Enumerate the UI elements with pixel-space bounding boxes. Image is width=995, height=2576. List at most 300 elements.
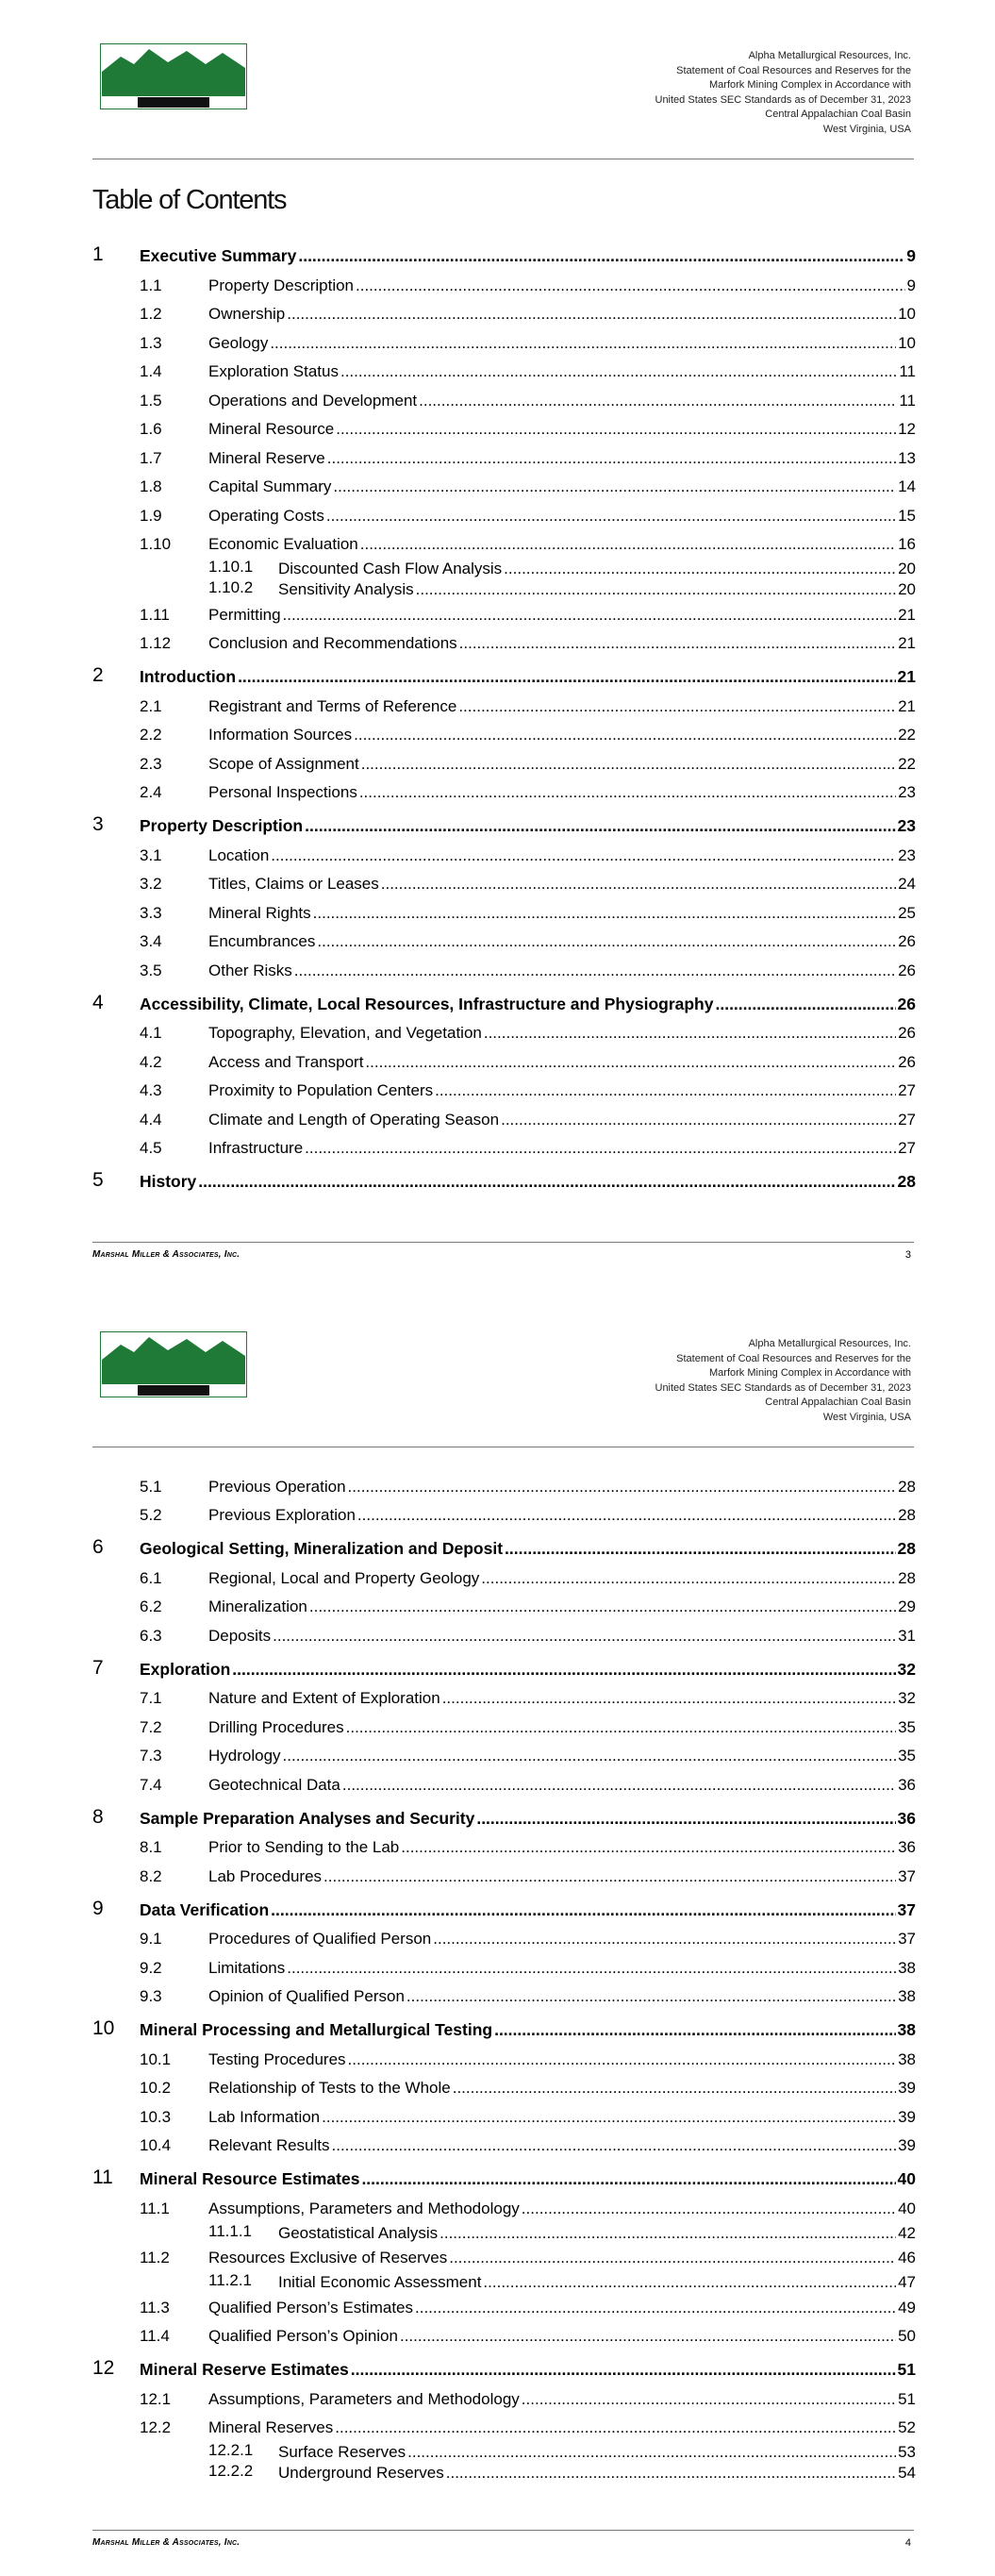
toc-entry-number: 8 — [92, 1805, 104, 1828]
toc-entry-line — [140, 246, 916, 272]
dot-leader — [346, 1718, 896, 1737]
toc-entry[interactable] — [92, 630, 916, 660]
toc-entry[interactable] — [92, 1622, 916, 1651]
toc-entry[interactable] — [92, 474, 916, 503]
toc-entry[interactable] — [92, 2046, 916, 2075]
toc-entry-line — [208, 634, 916, 659]
toc-entry[interactable] — [92, 2464, 916, 2484]
toc-entry[interactable] — [92, 1800, 916, 1834]
toc-entry-page: 9 — [906, 276, 916, 294]
footer-company: Marshal Miller & Associates, Inc. — [92, 1249, 240, 1260]
dot-leader — [407, 2443, 896, 2462]
toc-entry[interactable] — [92, 722, 916, 751]
toc-entry-label: Resources Exclusive of Reserves — [208, 2249, 448, 2267]
toc-entry-number: 1.5 — [140, 391, 162, 410]
toc-entry-label: Previous Operation — [208, 1477, 346, 1496]
toc-entry-line — [208, 276, 916, 301]
toc-entry[interactable] — [92, 2161, 916, 2195]
toc-entry-line — [208, 2327, 916, 2351]
toc-entry-label: Economic Evaluation — [208, 535, 358, 553]
toc-entry[interactable] — [92, 444, 916, 474]
toc-entry-label: Regional, Local and Property Geology — [208, 1568, 480, 1587]
toc-entry[interactable] — [92, 2245, 916, 2274]
dot-leader — [336, 420, 896, 439]
toc-entry[interactable] — [92, 957, 916, 986]
footer-company: Marshal Miller & Associates, Inc. — [92, 2537, 240, 2548]
toc-entry-number: 9.3 — [140, 1987, 162, 2005]
document-page — [0, 1288, 995, 2576]
toc-entry[interactable] — [92, 1078, 916, 1107]
toc-entry-label: Lab Information — [208, 2107, 321, 2126]
toc-entry-line — [208, 2200, 916, 2224]
toc-entry[interactable] — [92, 1954, 916, 1983]
toc-entry[interactable] — [92, 1135, 916, 1164]
dot-leader — [446, 2464, 896, 2483]
toc-entry-page: 23 — [898, 845, 916, 864]
toc-entry[interactable] — [92, 359, 916, 388]
dot-leader — [342, 1776, 896, 1795]
toc-entry-page: 39 — [898, 2136, 916, 2154]
toc-entry-number: 2.1 — [140, 696, 162, 715]
toc-entry-number: 2.3 — [140, 754, 162, 773]
toc-entry-number: 1.1 — [140, 276, 162, 294]
toc-entry-number: 7.4 — [140, 1775, 162, 1794]
toc-entry-label: Registrant and Terms of Reference — [208, 696, 457, 715]
toc-entry-number: 12 — [92, 2357, 115, 2379]
toc-entry-line — [278, 2443, 916, 2464]
toc-entry[interactable] — [92, 659, 916, 693]
toc-entry[interactable] — [92, 1714, 916, 1743]
toc-entry[interactable] — [92, 2294, 916, 2323]
toc-entry[interactable] — [92, 928, 916, 958]
toc-entry-label: Relationship of Tests to the Whole — [208, 2079, 451, 2097]
toc-entry-line — [208, 305, 916, 329]
toc-entry-label: Other Risks — [208, 961, 292, 979]
toc-entry-label: Prior to Sending to the Lab — [208, 1838, 400, 1856]
dot-leader — [309, 1597, 896, 1616]
toc-entry-number: 9.2 — [140, 1958, 162, 1977]
toc-entry-number: 11.1.1 — [208, 2221, 253, 2240]
toc-entry[interactable] — [92, 1863, 916, 1892]
toc-entry-label: Data Verification — [140, 1899, 270, 1919]
toc-entry-page: 28 — [898, 1506, 916, 1524]
toc-entry-page: 15 — [898, 506, 916, 525]
dot-leader — [415, 2299, 896, 2317]
toc-entry[interactable] — [92, 387, 916, 416]
page-number: 4 — [904, 2537, 911, 2549]
toc-entry-label: Encumbrances — [208, 932, 316, 950]
toc-entry-label: Topography, Elevation, and Vegetation — [208, 1024, 482, 1042]
toc-entry[interactable] — [92, 2103, 916, 2133]
toc-entry-label: Previous Exploration — [208, 1506, 356, 1524]
toc-entry[interactable] — [92, 2443, 916, 2464]
toc-entry[interactable] — [92, 2012, 916, 2046]
toc-entry-number: 1.3 — [140, 333, 162, 352]
toc-entry-page: 26 — [898, 961, 916, 979]
toc-entry-number: 4.3 — [140, 1081, 162, 1099]
toc-entry-label: Sensitivity Analysis — [278, 580, 414, 598]
toc-entry[interactable] — [92, 1163, 916, 1197]
toc-entry-number: 1.11 — [140, 605, 170, 624]
toc-entry[interactable] — [92, 1594, 916, 1623]
toc-entry-line — [208, 904, 916, 928]
toc-entry-page: 28 — [897, 1172, 916, 1191]
toc-entry-line — [208, 1930, 916, 1954]
toc-entry-page: 28 — [898, 1568, 916, 1587]
toc-entry-number: 10.3 — [140, 2107, 172, 2126]
toc-entry-line — [208, 1838, 916, 1863]
toc-entry[interactable] — [92, 560, 916, 580]
toc-entry-page: 36 — [897, 1808, 916, 1828]
dot-leader — [458, 697, 896, 716]
toc-entry-label: Qualified Person’s Opinion — [208, 2327, 398, 2345]
toc-entry-line — [140, 995, 916, 1020]
toc-entry-line — [208, 507, 916, 531]
toc-entry[interactable] — [92, 2221, 916, 2245]
header-line: United States SEC Standards as of December 31, 2023 — [655, 1381, 911, 1394]
dot-leader — [348, 1478, 897, 1497]
toc-entry-number: 12.2.1 — [208, 2441, 254, 2459]
toc-entry-number: 4 — [92, 991, 104, 1013]
toc-entry-page: 21 — [898, 696, 916, 715]
toc-entry[interactable] — [92, 808, 916, 842]
dot-leader — [484, 1024, 896, 1043]
dot-leader — [476, 1809, 895, 1829]
toc-entry-label: Drilling Procedures — [208, 1717, 344, 1736]
toc-entry-line — [208, 535, 916, 560]
toc-entry-page: 38 — [897, 2020, 916, 2039]
toc-entry-label: Executive Summary — [140, 246, 297, 265]
toc-entry[interactable] — [92, 2351, 916, 2385]
dot-leader — [323, 1867, 896, 1886]
toc-entry[interactable] — [92, 1651, 916, 1685]
toc-entry[interactable] — [92, 238, 916, 272]
toc-entry-line — [208, 1478, 916, 1502]
toc-entry[interactable] — [92, 1834, 916, 1864]
toc-entry-label: Mineral Rights — [208, 903, 311, 922]
toc-entry-line — [208, 962, 916, 986]
toc-entry-number: 7 — [92, 1656, 104, 1679]
toc-entry-page: 38 — [898, 1958, 916, 1977]
dot-leader — [442, 1689, 896, 1708]
toc-list — [92, 1473, 916, 2484]
toc-entry-page: 10 — [898, 333, 916, 352]
toc-entry-number: 7.3 — [140, 1747, 162, 1765]
toc-entry-page: 35 — [898, 1747, 916, 1765]
dot-leader — [326, 507, 896, 526]
toc-entry-label: Opinion of Qualified Person — [208, 1987, 405, 2005]
toc-entry-number: 12.2 — [140, 2418, 172, 2436]
company-logo — [100, 43, 247, 109]
dot-leader — [322, 2108, 896, 2127]
toc-entry-page: 20 — [898, 560, 916, 577]
dot-leader — [356, 276, 905, 295]
toc-entry-page: 38 — [898, 1987, 916, 2005]
toc-entry-number: 11.4 — [140, 2327, 170, 2345]
toc-list — [92, 238, 916, 1197]
toc-entry-number: 10.4 — [140, 2136, 172, 2154]
toc-entry-line — [208, 1718, 916, 1743]
toc-entry-line — [208, 1776, 916, 1800]
dot-leader — [439, 2224, 896, 2243]
toc-entry[interactable] — [92, 502, 916, 531]
toc-entry-page: 23 — [897, 816, 916, 835]
toc-entry-page: 49 — [898, 2298, 916, 2317]
toc-entry-line — [208, 334, 916, 359]
toc-entry-number: 3 — [92, 813, 104, 835]
toc-entry-page: 14 — [898, 477, 916, 495]
toc-entry-number: 1.7 — [140, 448, 162, 467]
toc-entry-number: 3.2 — [140, 875, 162, 893]
dot-leader — [522, 2390, 896, 2409]
toc-entry[interactable] — [92, 1743, 916, 1772]
toc-entry[interactable] — [92, 272, 916, 301]
toc-entry-label: Introduction — [140, 667, 237, 686]
toc-entry-label: Mineral Resource Estimates — [140, 2169, 360, 2188]
toc-entry-line — [278, 2273, 916, 2294]
toc-entry[interactable] — [92, 2075, 916, 2104]
toc-entry[interactable] — [92, 871, 916, 900]
toc-entry[interactable] — [92, 1531, 916, 1564]
toc-entry-page: 21 — [898, 605, 916, 624]
toc-entry-page: 25 — [898, 903, 916, 922]
dot-leader — [522, 2200, 896, 2218]
dot-leader — [361, 755, 896, 774]
dot-leader — [287, 1959, 896, 1978]
toc-entry-number: 3.4 — [140, 932, 162, 950]
toc-entry-line — [208, 2299, 916, 2323]
toc-entry[interactable] — [92, 601, 916, 630]
toc-entry-label: Discounted Cash Flow Analysis — [278, 560, 503, 577]
toc-entry[interactable] — [92, 2385, 916, 2415]
dot-leader — [273, 1627, 896, 1646]
toc-entry[interactable] — [92, 1685, 916, 1715]
toc-entry-page: 20 — [898, 580, 916, 598]
toc-entry-number: 11.2 — [140, 2249, 170, 2267]
dot-leader — [381, 875, 896, 894]
dot-leader — [483, 2273, 896, 2292]
toc-entry[interactable] — [92, 750, 916, 779]
toc-entry-label: Conclusion and Recommendations — [208, 634, 457, 652]
toc-entry[interactable] — [92, 1106, 916, 1135]
toc-entry-page: 36 — [898, 1775, 916, 1794]
toc-entry[interactable] — [92, 986, 916, 1020]
toc-entry[interactable] — [92, 301, 916, 330]
toc-entry[interactable] — [92, 1771, 916, 1800]
dot-leader — [348, 2050, 897, 2069]
toc-entry-page: 42 — [898, 2223, 916, 2242]
toc-entry-page: 26 — [898, 932, 916, 950]
toc-entry-label: Information Sources — [208, 726, 353, 744]
toc-entry-page: 38 — [898, 2049, 916, 2068]
toc-entry-label: Location — [208, 845, 270, 864]
toc-entry[interactable] — [92, 2195, 916, 2224]
toc-entry-line — [208, 1024, 916, 1048]
toc-entry-label: Ownership — [208, 305, 286, 323]
toc-entry[interactable] — [92, 693, 916, 722]
toc-entry-page: 27 — [898, 1081, 916, 1099]
toc-entry[interactable] — [92, 2323, 916, 2352]
toc-entry-line — [140, 1809, 916, 1834]
dot-leader — [435, 1081, 896, 1100]
toc-entry-line — [278, 560, 916, 580]
toc-entry-line — [140, 2020, 916, 2046]
dot-leader — [335, 2418, 896, 2437]
toc-entry-line — [208, 2249, 916, 2273]
toc-entry-number: 11.1 — [140, 2199, 170, 2217]
toc-entry[interactable] — [92, 580, 916, 601]
toc-entry-line — [208, 875, 916, 899]
header-line: Alpha Metallurgical Resources, Inc. — [748, 50, 911, 61]
toc-entry[interactable] — [92, 2415, 916, 2444]
toc-entry[interactable] — [92, 531, 916, 560]
toc-entry-page: 24 — [898, 875, 916, 893]
toc-entry-page: 37 — [897, 1899, 916, 1919]
toc-entry[interactable] — [92, 1892, 916, 1926]
toc-entry-page: 51 — [897, 2360, 916, 2379]
toc-entry-number: 6.2 — [140, 1597, 162, 1615]
toc-entry-line — [208, 2108, 916, 2133]
toc-entry-page: 28 — [898, 1477, 916, 1496]
toc-entry-line — [208, 846, 916, 871]
toc-entry-number: 5 — [92, 1169, 104, 1191]
footer-divider — [92, 1242, 914, 1243]
toc-entry-number: 10 — [92, 2017, 115, 2039]
toc-entry-page: 32 — [897, 1659, 916, 1679]
toc-entry-page: 35 — [898, 1717, 916, 1736]
toc-entry-line — [208, 1111, 916, 1135]
toc-entry[interactable] — [92, 1473, 916, 1502]
dot-leader — [406, 1987, 896, 2006]
toc-entry[interactable] — [92, 2273, 916, 2294]
toc-entry-label: Hydrology — [208, 1747, 281, 1765]
toc-entry-label: Accessibility, Climate, Local Resources, Infrastructure and Physiography — [140, 994, 714, 1013]
toc-entry-line — [278, 2464, 916, 2484]
toc-entry-page: 31 — [898, 1626, 916, 1645]
toc-entry-page: 32 — [898, 1689, 916, 1707]
toc-entry[interactable] — [92, 779, 916, 809]
dot-leader — [453, 2079, 896, 2098]
toc-entry-number: 1.10.2 — [208, 578, 254, 596]
company-logo — [100, 1331, 247, 1397]
toc-entry[interactable] — [92, 2133, 916, 2162]
toc-entry-line — [208, 1139, 916, 1163]
toc-entry-line — [208, 362, 916, 387]
toc-entry-page: 26 — [898, 1052, 916, 1071]
toc-entry-label: Geostatistical Analysis — [278, 2223, 439, 2242]
dot-leader — [198, 1172, 895, 1192]
toc-entry-number: 1.10.1 — [208, 558, 254, 576]
toc-entry-line — [208, 1597, 916, 1622]
toc-entry-number: 8.2 — [140, 1866, 162, 1885]
toc-entry[interactable] — [92, 1564, 916, 1594]
toc-entry-label: Nature and Extent of Exploration — [208, 1689, 440, 1707]
toc-entry-line — [140, 1172, 916, 1197]
toc-entry-page: 13 — [898, 448, 916, 467]
toc-entry-page: 37 — [898, 1866, 916, 1885]
toc-entry-label: Access and Transport — [208, 1052, 364, 1071]
toc-entry-label: Mineral Reserves — [208, 2418, 334, 2436]
toc-entry-label: Proximity to Population Centers — [208, 1081, 434, 1099]
toc-entry-number: 1.4 — [140, 362, 162, 380]
toc-entry-label: Lab Procedures — [208, 1866, 323, 1885]
toc-entry-line — [208, 1506, 916, 1531]
toc-entry-line — [140, 1539, 916, 1564]
toc-entry-label: Geology — [208, 333, 269, 352]
dot-leader — [305, 816, 895, 836]
toc-entry-page: 26 — [898, 1024, 916, 1042]
toc-entry-page: 27 — [898, 1110, 916, 1129]
toc-entry-number: 2.4 — [140, 783, 162, 801]
toc-entry-label: Limitations — [208, 1958, 286, 1977]
toc-entry-label: Initial Economic Assessment — [278, 2273, 482, 2291]
dot-leader — [360, 535, 896, 554]
dot-leader — [271, 1900, 895, 1920]
header-line: Marfork Mining Complex in Accordance with — [709, 79, 911, 91]
toc-entry-line — [208, 1959, 916, 1983]
toc-entry-number: 7.2 — [140, 1717, 162, 1736]
toc-entry-number: 8.1 — [140, 1838, 162, 1856]
toc-entry[interactable] — [92, 1926, 916, 1955]
dot-leader — [354, 726, 896, 744]
toc-entry-number: 11.2.1 — [208, 2271, 253, 2289]
toc-entry-number: 11 — [92, 2166, 113, 2188]
dot-leader — [327, 449, 896, 468]
toc-entry-label: Permitting — [208, 605, 281, 624]
dot-leader — [351, 2360, 896, 2380]
toc-entry[interactable] — [92, 1020, 916, 1049]
dot-leader — [340, 362, 897, 381]
toc-entry-number: 1.8 — [140, 477, 162, 495]
dot-leader — [365, 1053, 896, 1072]
toc-entry-line — [208, 1627, 916, 1651]
toc-entry-label: History — [140, 1172, 197, 1191]
toc-entry[interactable] — [92, 842, 916, 871]
toc-entry-label: Infrastructure — [208, 1139, 304, 1157]
toc-entry[interactable] — [92, 329, 916, 359]
toc-entry-number: 5.1 — [140, 1477, 162, 1496]
toc-entry-line — [208, 697, 916, 722]
toc-entry[interactable] — [92, 416, 916, 445]
dot-leader — [270, 334, 896, 353]
toc-entry-label: Procedures of Qualified Person — [208, 1930, 432, 1948]
dot-leader — [238, 667, 895, 687]
toc-entry-line — [208, 1081, 916, 1106]
toc-entry-line — [208, 1689, 916, 1714]
toc-entry-page: 29 — [898, 1597, 916, 1615]
toc-entry-number: 1.10 — [140, 535, 172, 553]
toc-entry-label: Deposits — [208, 1626, 272, 1645]
toc-entry-line — [208, 1053, 916, 1078]
toc-entry-number: 4.4 — [140, 1110, 162, 1129]
toc-entry[interactable] — [92, 899, 916, 928]
toc-entry-line — [140, 1660, 916, 1685]
toc-entry-line — [208, 1747, 916, 1771]
dot-leader — [298, 246, 904, 266]
toc-entry[interactable] — [92, 1502, 916, 1531]
dot-leader — [294, 962, 896, 980]
toc-entry-page: 23 — [898, 783, 916, 801]
toc-entry-label: Geological Setting, Mineralization and Deposit — [140, 1539, 504, 1558]
toc-entry[interactable] — [92, 1983, 916, 2013]
toc-entry[interactable] — [92, 1048, 916, 1078]
toc-entry-line — [208, 392, 916, 416]
toc-entry-number: 6.1 — [140, 1568, 162, 1587]
toc-entry-page: 39 — [898, 2079, 916, 2097]
toc-entry-line — [208, 420, 916, 444]
toc-entry-label: Climate and Length of Operating Season — [208, 1110, 500, 1129]
dot-leader — [481, 1569, 896, 1588]
